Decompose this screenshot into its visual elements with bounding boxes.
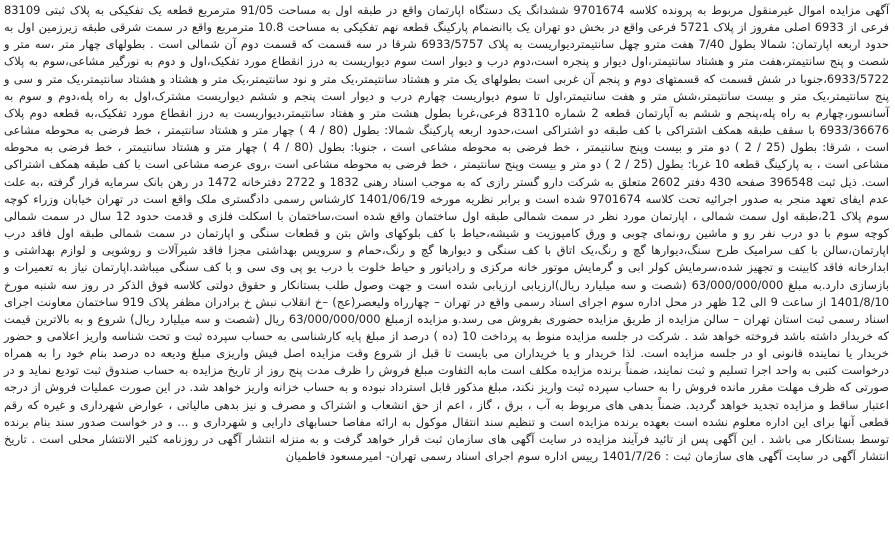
notice-body-text: آگهی مزایده اموال غیرمنقول مربوط به پرونده کلاسه 9701674 ششدانگ یک دستگاه اپارتمان واقع در طبقه اول به مساحت 91/05 مترمربع قطعه یک تفکیکی به پلاک ثبتی 83109 فرعی از 6933 اصلی مفروز از پلاک 5721 فرعی واقع در بخش دو تهران یک باانضمام پارکینگ قطعه نهم تفکیکی به مساحت 10.8 مترمربع واقع در سمت شرقی طبقه زیرزمین اول به حدود اربعه اپارتمان: شمالا بطول 7/40 هفت مترو چهل سانتیمتردیواریست به پلاک 6933/5757 شرقا در سه قسمت که قسمت دوم آن شمالی است . بطولهای چهار متر ،سه متر و شصت و پنج سانتیمتر،هفت متر و هشتاد سانتیمتر،اول دیوار و پنجره است،دوم درب و دیوار است سوم دیواریست به درز انقطاع مورد تفکیک،اول و دوم به نورگیر مشاعی،سوم به پلاک 6933/5722،جنوبا در شش قسمت که قسمتهای دوم و پنجم آن غربی است بطولهای یک متر و هشتاد سانتیمتر،یک متر و نود سانتیمتر،یک متر و هشتاد و هشتاد سانتیمتر،یک متر و سی و پنج سانتیمتر،یک متر و بیست سانتیمتر،شش متر و هفت سانتیمتر،اول تا سوم دیواریست چهارم درب و دیوار است پنجم و ششم دیواریست مشترک،اول به راه پله،دوم و سوم به آسانسور،چهارم به راه پله،پنجم و ششم به آپارتمان قطعه 2 شماره 83110 فرعی،غربا بطول هشت متر و هفتاد سانتیمتر،دیواریست به درز انقطاع مورد تفکیک،به قطعه دوم پلاک 6933/36676 با سقف طبقه همکف اشتراکی با کف طبقه دو اشتراکی است،حدود اربعه پارکینگ شمالا: بطول (80 / 4 ) چهار متر و هشتاد سانتیمتر ، خط فرضی به محوطه مشاعی است ، شرقا: بطول (25 / 2 ) دو متر و بیست وپنج سانتیمتر ، خط فرضی به محوطه مشاعی است ، جنوبا: بطول (80 / 4 ) چهار متر و هشتاد سانتیمتر ، خط فرضی به محوطه مشاعی است ، به پارکینگ قطعه 10 غربا: بطول (25 / 2 ) دو متر و بیست وپنج سانتیمتر ، خط فرضی به محوطه مشاعی است ،روی عرصه مشاعی است با کف طبقه همکف اشتراکی است. ذیل ثبت 396548 صفحه 430 دفتر 2602 متعلق به شرکت دارو گستر رازی که به موجب اسناد رهنی 1832 و 2722 دفترخانه 1472 در رهن بانک سرمایه قرار گرفته ،به علت عدم ایفای تعهد منجر به صدور اجرائیه تحت کلاسه 9701674 شده است و برابر نظریه مورخه 1401/06/19 کارشناس رسمی دادگستری ملک واقع است در تهران خیابان وزراء کوچه سوم پلاک 21،طبقه اول سمت شمالی ، اپارتمان مورد نظر در سمت شمالی طبقه اول ساختمان واقع شده است،ساختمان با اسکلت فلزی و قدمت حدود 12 سال در سمت شمالی کوچه سوم با دو درب نفر رو و ماشین رو،نمای چوبی و ورق کامپوزیت و شیشه،حیاط با کف بلوکهای واش بتن و قطعات سنگی و اپارتمان در سمت شمالی طبقه اول فاقد درب اپارتمان،سالن با کف سرامیک طرح سنگ،دیوارها گچ و رنگ،یک اتاق با کف سنگی و دیوارها گچ و رنگ،حمام و سرویس بهداشتی مجزا فاقد شیرآلات و روشویی و لوازم بهداشتی و ابدارخانه فاقد کابینت و تجهیز شده،سرمایش کولر ابی و گرمایش موتور خانه مرکزی و رادیاتور و حیاط خلوت با درب یو پی وی سی و با کف سنگی میباشد.اپارتمان نیاز به تعمیرات و بازسازی دارد.به مبلغ 63/000/000/000 (شصت و سه میلیارد ریال)ارزیابی ارزیابی شده است و جهت وصول طلب بستانکار و حقوق دولتی کلاسه فوق الذکر در روز سه شنبه مورخ 1401/8/10 از ساعت 9 الی 12 ظهر در محل اداره سوم اجرای اسناد رسمی واقع در تهران – چهارراه ولیعصر(عج) –خ انقلاب نبش خ برادران مظفر پلاک 919 ساختمان معاونت اجرای اسناد رسمی ثبت استان تهران – سالن مزایده از طریق مزایده حضوری بفروش می رسد.و مزایده ازمبلغ 63/000/000/000 ریال (شصت و سه میلیارد ریال) شروع و به بالاترین قیمت که خریدار داشته باشد فروخته خواهد شد . شرکت در جلسه مزایده منوط به پرداخت 10 (ده ) درصد از مبلغ پایه کارشناسی به حساب سپرده ثبت و تحت شناسه واریز اعلامی و حضور خریدار یا نماینده قانونی او در جلسه مزایده است. لذا خریدار و یا خریداران می بایست تا قبل از شروع وقت مزایده اصل فیش واریزی مبلغ ودیعه ده درصد بنام خود را به همراه درخواست کتبی به واحد اجرا تسلیم و ثبت نمایند، ضمناً برنده مزایده مکلف است مابه التفاوت مبلغ فروش را ظرف مدت پنج روز از تاریخ مزایده به حساب صندوق ثبت تودیع نماید و در صورتی که ظرف مهلت مقرر مانده فروش را به حساب سپرده ثبت واریز نکند، مبلغ مذکور قابل استرداد نبوده و به حساب خزانه واریز خواهد شد. در این صورت عملیات فروش از درجه اعتبار ساقط و مزایده تجدید خواهد گردید. ضمناً بدهی های مربوط به آب ، برق ، گاز ، اعم از حق انشعاب و اشتراک و مصرف و نیز بدهی مالیاتی ، عوارض شهرداری و غیره که رقم قطعی آنها برای این اداره معلوم نشده است بعهده برنده مزایده است و تنظیم سند انتقال موکول به ارائه مفاصا حسابهای دارایی و شهرداری و ... و در خواست صدور سند بنام برنده توسط بستانکار می باشد . این آگهی پس از تائید فرآیند مزایده در سایت آگهی های سازمان ثبت قرار خواهد گرفت و به منزله انتشار آگهی در روزنامه کثیر الانتشار محلی است . تاریخ انتشار آگهی در سایت آگهی های سازمان ثبت : 1401/7/26 رییس اداره سوم اجرای اسناد رسمی تهران- امیرمسعود فاطمیان	[4, 3, 890, 464]
